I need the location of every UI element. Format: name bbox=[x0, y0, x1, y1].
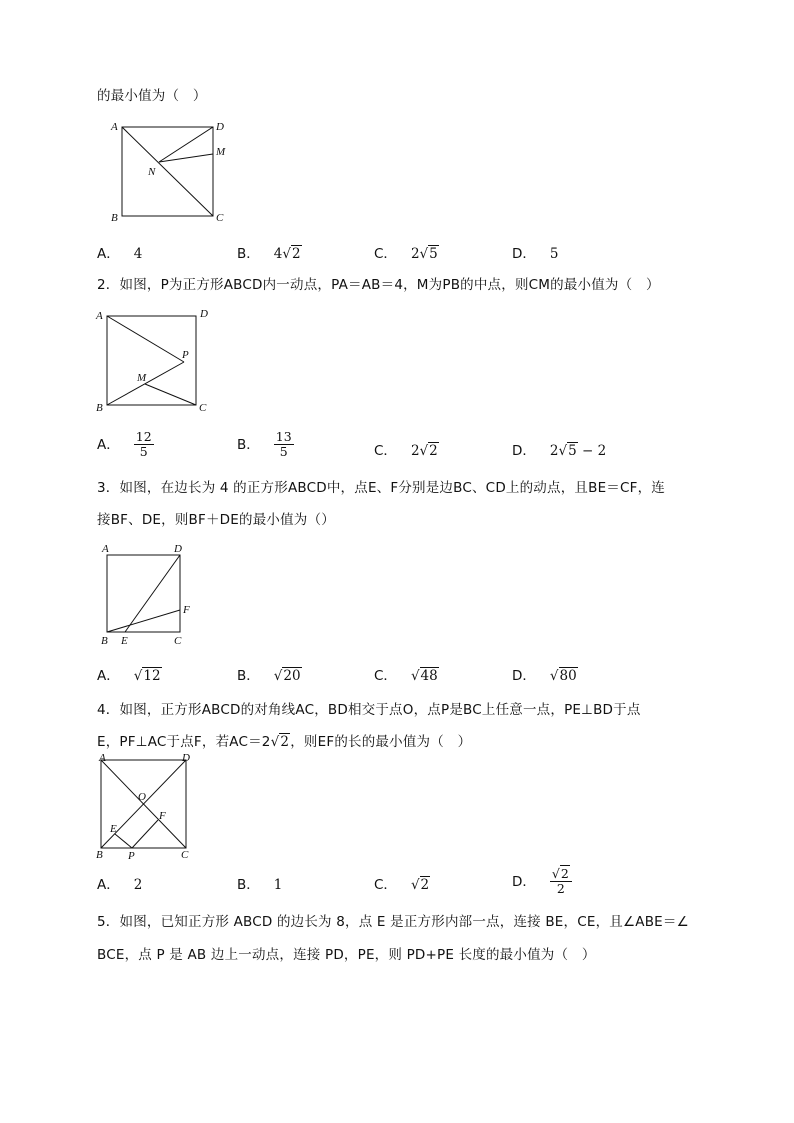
q4-option-c[interactable]: C． √2 bbox=[374, 877, 430, 893]
q3-label-a: A bbox=[102, 543, 109, 555]
q3-label-d: D bbox=[174, 543, 182, 555]
q4-label-e: E bbox=[110, 823, 117, 835]
q2-label-b: B bbox=[96, 402, 103, 414]
q2-stem: 2．如图，P为正方形ABCD内一动点，PA＝AB＝4，M为PB的中点，则CM的最小值为（ ） bbox=[97, 277, 660, 293]
q3-label-e: E bbox=[121, 635, 128, 647]
q2-option-a[interactable]: A． $\frac{12}{5}$ bbox=[97, 429, 152, 459]
q5-stem-line1: 5．如图，已知正方形 ABCD 的边长为 8，点 E 是正方形内部一点，连接 BE，CE，且∠ABE＝∠ bbox=[97, 914, 689, 930]
q4-option-d[interactable]: D． $\frac{√2}{2}$ bbox=[512, 867, 572, 896]
q2-options bbox=[97, 429, 697, 459]
q2-label-m: M bbox=[137, 372, 147, 384]
q4-option-b[interactable]: B． 1 bbox=[237, 877, 283, 893]
q3-option-b[interactable]: B． √20 bbox=[237, 668, 301, 684]
q3-option-c[interactable]: C． √48 bbox=[374, 668, 438, 684]
q3-label-b: B bbox=[101, 635, 108, 647]
q2-option-b[interactable]: B． $\frac{13}{5}$ bbox=[237, 429, 292, 459]
q4-label-p: P bbox=[128, 850, 135, 862]
q1-options bbox=[97, 242, 697, 268]
q4-label-a: A bbox=[99, 752, 106, 764]
q4-label-d: D bbox=[182, 752, 190, 764]
q4-options bbox=[97, 866, 697, 896]
q1-label-d: D bbox=[216, 121, 224, 133]
q2-figure bbox=[95, 308, 220, 418]
q2-option-d[interactable]: D． 2√5 − 2 bbox=[512, 443, 607, 459]
q3-option-d[interactable]: D． √80 bbox=[512, 668, 577, 684]
q2-label-a: A bbox=[96, 310, 103, 322]
q1-label-a: A bbox=[111, 121, 118, 133]
q1-option-c[interactable]: C． 2√5 bbox=[374, 246, 438, 262]
q5-stem-line2: BCE，点 P 是 AB 边上一动点，连接 PD，PE，则 PD+PE 长度的最小值为（ ） bbox=[97, 947, 596, 963]
q3-label-c: C bbox=[174, 635, 182, 647]
q4-label-b: B bbox=[96, 849, 103, 861]
q2-label-c: C bbox=[199, 402, 207, 414]
q3-stem-line1: 3．如图，在边长为 4 的正方形ABCD中，点E、F分别是边BC、CD上的动点，且BE＝CF，连 bbox=[97, 480, 665, 496]
q3-options bbox=[97, 664, 697, 690]
q1-figure bbox=[110, 118, 235, 228]
q1-label-b: B bbox=[111, 212, 118, 224]
q2-option-c[interactable]: C． 2√2 bbox=[374, 443, 438, 459]
q2-label-p: P bbox=[182, 349, 189, 361]
q1-label-m: M bbox=[216, 146, 226, 158]
q1-label-n: N bbox=[148, 166, 156, 178]
q1-option-b[interactable]: B． 4√2 bbox=[237, 246, 301, 262]
q1-option-a[interactable]: A． 4 bbox=[97, 246, 143, 262]
q4-label-f: F bbox=[159, 810, 166, 822]
q3-option-a[interactable]: A． √12 bbox=[97, 668, 161, 684]
q3-figure bbox=[97, 540, 207, 650]
q4-label-c: C bbox=[181, 849, 189, 861]
q4-figure bbox=[95, 752, 205, 864]
q4-option-a[interactable]: A． 2 bbox=[97, 877, 143, 893]
q4-stem-line1: 4．如图，正方形ABCD的对角线AC，BD相交于点O，点P是BC上任意一点，PE⊥BD于点 bbox=[97, 702, 641, 718]
q1-tail-text: 的最小值为（ ） bbox=[97, 88, 207, 104]
q3-stem-line2: 接BF、DE，则BF＋DE的最小值为（） bbox=[97, 512, 335, 528]
q3-label-f: F bbox=[183, 604, 190, 616]
q4-stem-line2: E，PF⊥AC于点F，若AC＝2√2，则EF的长的最小值为（ ） bbox=[97, 734, 472, 750]
q1-label-c: C bbox=[216, 212, 224, 224]
q2-label-d: D bbox=[200, 308, 208, 320]
q4-label-o: O bbox=[138, 791, 146, 803]
q1-option-d[interactable]: D． 5 bbox=[512, 246, 559, 262]
